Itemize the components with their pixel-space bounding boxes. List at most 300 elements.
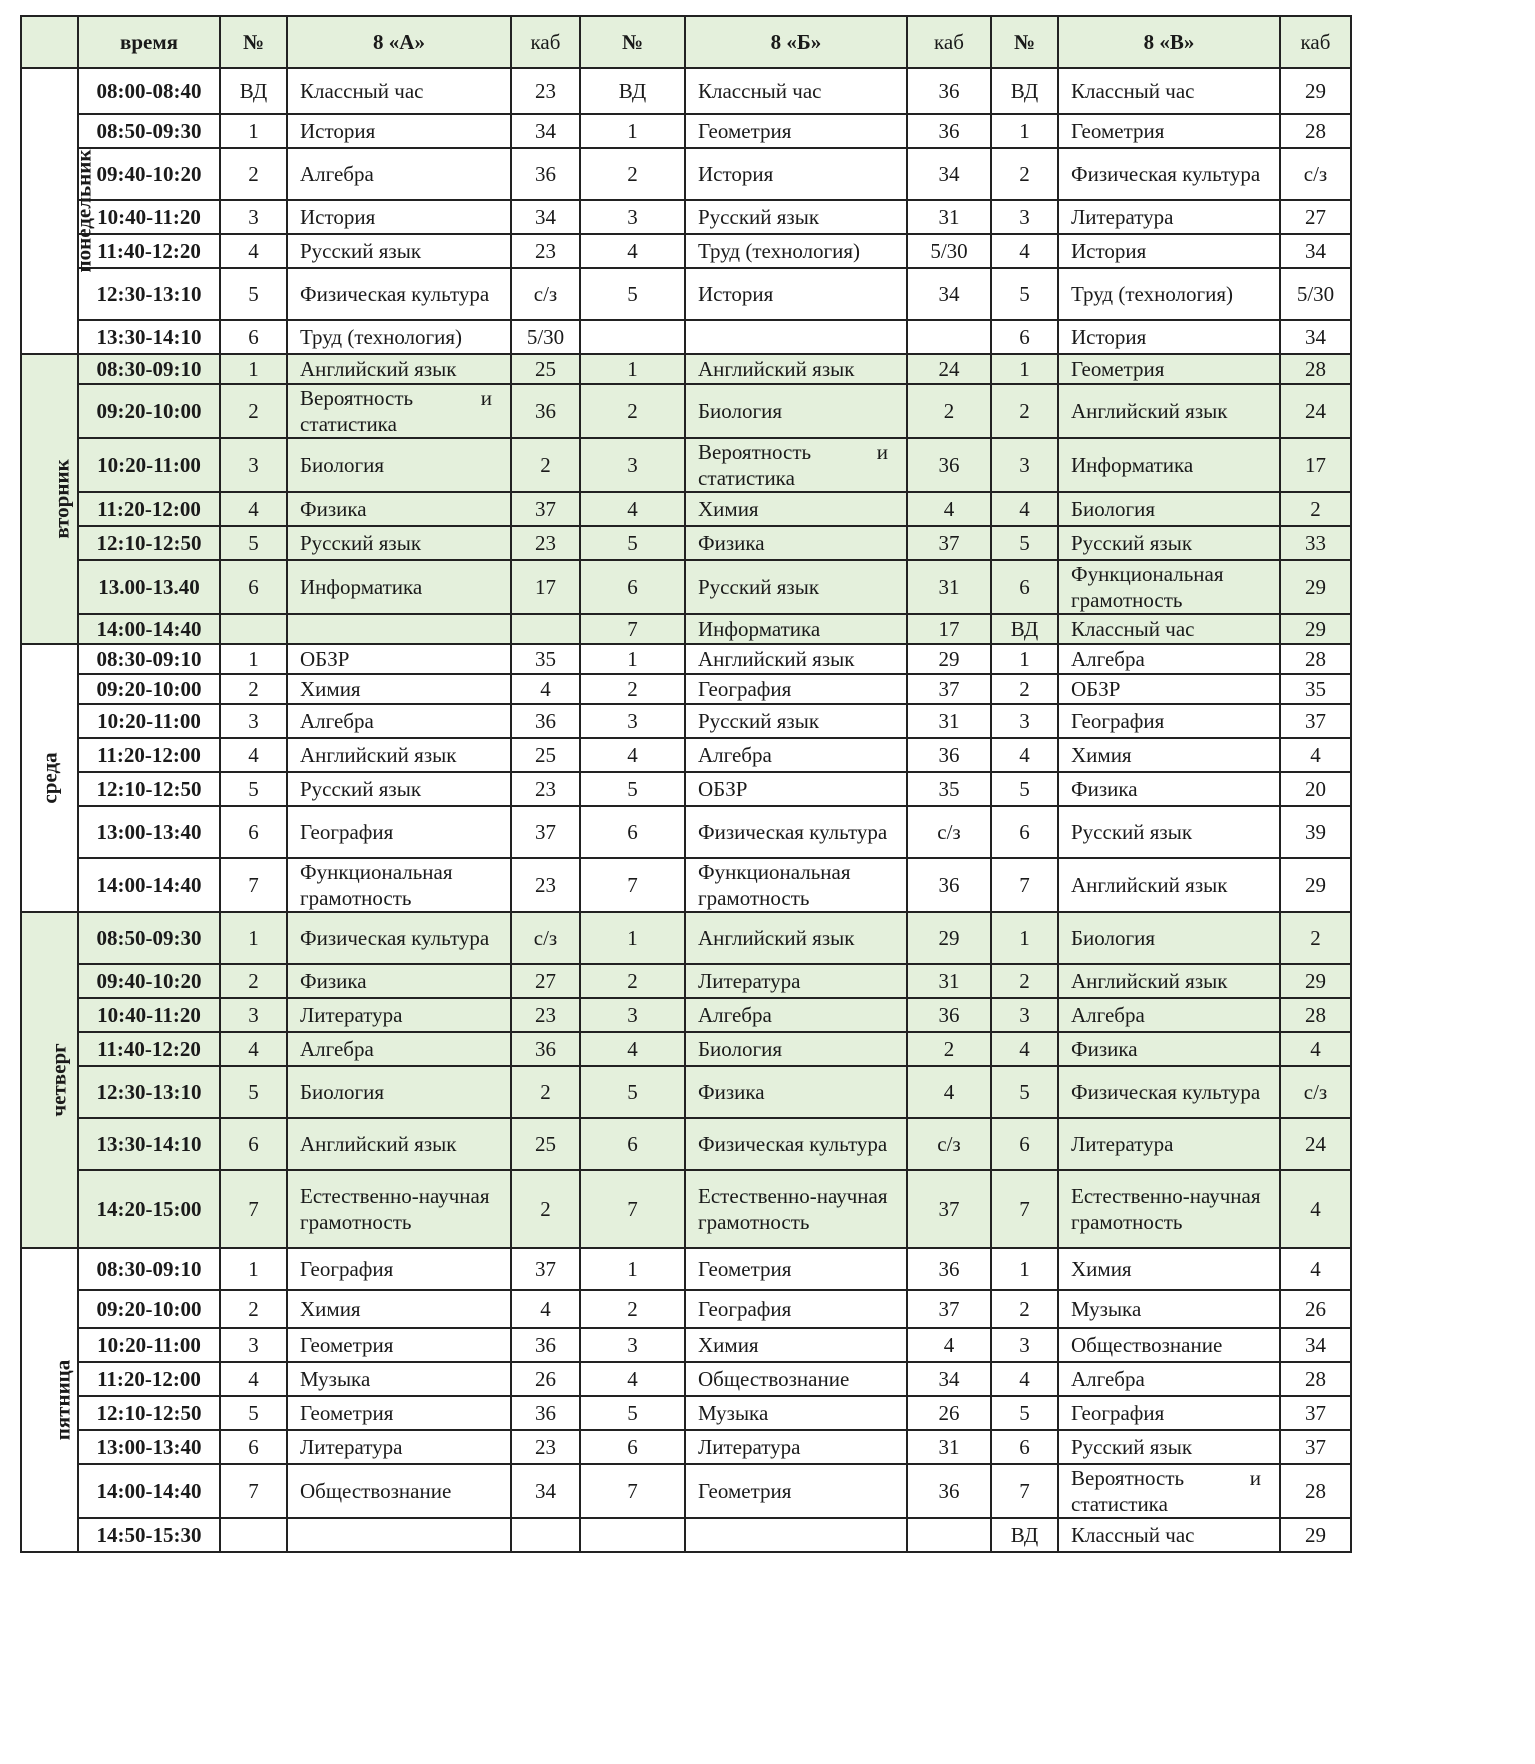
lesson-subject: Алгебра	[685, 738, 907, 772]
lesson-room: 27	[1280, 200, 1351, 234]
lesson-number	[580, 1518, 685, 1552]
table-row	[21, 1248, 1351, 1290]
lesson-number: 1	[991, 354, 1058, 384]
day-name: четверг	[46, 1043, 71, 1117]
lesson-room: 4	[1280, 738, 1351, 772]
lesson-room: 26	[1280, 1290, 1351, 1328]
lesson-subject: Информатика	[685, 614, 907, 644]
table-row	[21, 614, 1351, 644]
lesson-subject: Химия	[685, 1328, 907, 1362]
lesson-room: 34	[1280, 1328, 1351, 1362]
lesson-subject: Функциональная грамотность	[287, 858, 511, 912]
lesson-room: 29	[1280, 68, 1351, 114]
lesson-subject: Русский язык	[287, 526, 511, 560]
lesson-subject: История	[685, 148, 907, 200]
lesson-room: 28	[1280, 114, 1351, 148]
lesson-room: 23	[511, 998, 580, 1032]
table-row	[21, 438, 1351, 492]
lesson-time: 08:00-08:40	[78, 68, 220, 114]
lesson-number: 1	[580, 912, 685, 964]
lesson-room: 36	[907, 1464, 991, 1518]
lesson-subject: Английский язык	[685, 644, 907, 674]
lesson-subject: Алгебра	[685, 998, 907, 1032]
lesson-room: 36	[907, 858, 991, 912]
lesson-number: 4	[220, 1032, 287, 1066]
lesson-room: 34	[511, 200, 580, 234]
lesson-subject: Алгебра	[287, 148, 511, 200]
table-row	[21, 858, 1351, 912]
lesson-subject: Музыка	[287, 1362, 511, 1396]
lesson-time: 10:20-11:00	[78, 704, 220, 738]
lesson-room: 36	[907, 114, 991, 148]
lesson-time: 11:20-12:00	[78, 492, 220, 526]
table-row	[21, 1396, 1351, 1430]
lesson-number: ВД	[991, 1518, 1058, 1552]
lesson-room: с/з	[907, 1118, 991, 1170]
lesson-subject: Обществознание	[685, 1362, 907, 1396]
table-row	[21, 1328, 1351, 1362]
lesson-room: 2	[907, 384, 991, 438]
lesson-number: 2	[220, 674, 287, 704]
lesson-subject: Естественно-научная грамотность	[287, 1170, 511, 1248]
table-row	[21, 1032, 1351, 1066]
lesson-subject: Алгебра	[287, 1032, 511, 1066]
lesson-room: 36	[511, 1328, 580, 1362]
lesson-room: 31	[907, 560, 991, 614]
table-row	[21, 268, 1351, 320]
lesson-subject: Литература	[1058, 200, 1280, 234]
lesson-number: 3	[991, 200, 1058, 234]
table-row	[21, 1464, 1351, 1518]
lesson-number: 2	[991, 384, 1058, 438]
lesson-number: 1	[220, 644, 287, 674]
lesson-time: 12:10-12:50	[78, 526, 220, 560]
lesson-number: 6	[580, 1430, 685, 1464]
lesson-room: 28	[1280, 1464, 1351, 1518]
lesson-subject: География	[685, 1290, 907, 1328]
lesson-room: 37	[511, 492, 580, 526]
lesson-subject: Английский язык	[287, 738, 511, 772]
lesson-room: 17	[511, 560, 580, 614]
lesson-room: 24	[907, 354, 991, 384]
lesson-subject: Биология	[685, 1032, 907, 1066]
lesson-room: 31	[907, 1430, 991, 1464]
lesson-number: 3	[220, 438, 287, 492]
lesson-number: 6	[580, 806, 685, 858]
lesson-room: 33	[1280, 526, 1351, 560]
lesson-subject: Классный час	[287, 68, 511, 114]
table-row	[21, 644, 1351, 674]
lesson-room: 5/30	[511, 320, 580, 354]
lesson-subject: Алгебра	[287, 704, 511, 738]
lesson-subject: География	[1058, 704, 1280, 738]
table-row	[21, 234, 1351, 268]
lesson-time: 13.00-13.40	[78, 560, 220, 614]
lesson-subject: Физическая культура	[1058, 148, 1280, 200]
day-label	[21, 68, 96, 354]
lesson-number: 3	[991, 438, 1058, 492]
lesson-subject: Информатика	[1058, 438, 1280, 492]
lesson-room	[511, 1518, 580, 1552]
lesson-number: 3	[991, 998, 1058, 1032]
table-row	[21, 114, 1351, 148]
lesson-number: 2	[220, 384, 287, 438]
lesson-subject: История	[685, 268, 907, 320]
day-name: понедельник	[71, 149, 96, 273]
lesson-room: 34	[1280, 320, 1351, 354]
lesson-room: 31	[907, 704, 991, 738]
lesson-room: 23	[511, 234, 580, 268]
table-row	[21, 526, 1351, 560]
lesson-number: 5	[991, 526, 1058, 560]
lesson-room: 28	[1280, 998, 1351, 1032]
lesson-subject: Биология	[685, 384, 907, 438]
header-corner	[21, 16, 78, 68]
lesson-number: 1	[991, 1248, 1058, 1290]
lesson-time: 10:40-11:20	[78, 998, 220, 1032]
lesson-number: 1	[220, 1248, 287, 1290]
lesson-subject: ОБЗР	[1058, 674, 1280, 704]
lesson-subject: Биология	[1058, 492, 1280, 526]
lesson-time: 11:20-12:00	[78, 1362, 220, 1396]
table-row	[21, 1066, 1351, 1118]
lesson-time: 09:20-10:00	[78, 674, 220, 704]
lesson-number: 3	[580, 998, 685, 1032]
lesson-room: 29	[1280, 1518, 1351, 1552]
lesson-subject	[287, 1518, 511, 1552]
lesson-number: 7	[220, 1170, 287, 1248]
lesson-subject: Обществознание	[1058, 1328, 1280, 1362]
day-label	[21, 912, 78, 1248]
lesson-number: 3	[220, 998, 287, 1032]
lesson-subject: ОБЗР	[685, 772, 907, 806]
day-name: пятница	[50, 1359, 75, 1441]
lesson-number: 3	[220, 704, 287, 738]
lesson-number: 5	[991, 772, 1058, 806]
lesson-subject: География	[685, 674, 907, 704]
lesson-room: 25	[511, 354, 580, 384]
header-cab-a: каб	[511, 16, 580, 68]
lesson-room: 4	[1280, 1248, 1351, 1290]
lesson-subject	[685, 1518, 907, 1552]
lesson-subject: Классный час	[1058, 68, 1280, 114]
lesson-subject	[287, 614, 511, 644]
lesson-time: 11:40-12:20	[78, 234, 220, 268]
table-row	[21, 1170, 1351, 1248]
lesson-subject: Литература	[685, 1430, 907, 1464]
lesson-subject: Русский язык	[1058, 526, 1280, 560]
lesson-number: 4	[991, 738, 1058, 772]
lesson-subject: Геометрия	[1058, 354, 1280, 384]
lesson-subject: Информатика	[287, 560, 511, 614]
lesson-room: 34	[907, 1362, 991, 1396]
lesson-number: 2	[991, 148, 1058, 200]
lesson-room: 34	[907, 268, 991, 320]
lesson-subject: Физика	[287, 964, 511, 998]
lesson-subject: Алгебра	[1058, 644, 1280, 674]
table-row	[21, 1118, 1351, 1170]
header-row	[21, 16, 1351, 68]
lesson-room: 26	[907, 1396, 991, 1430]
lesson-number: 5	[220, 772, 287, 806]
lesson-number: ВД	[991, 68, 1058, 114]
lesson-subject: География	[1058, 1396, 1280, 1430]
header-num-a: №	[220, 16, 287, 68]
lesson-subject: ОБЗР	[287, 644, 511, 674]
lesson-subject: Геометрия	[287, 1328, 511, 1362]
lesson-subject: Геометрия	[685, 114, 907, 148]
lesson-room: 37	[1280, 1430, 1351, 1464]
lesson-room: 39	[1280, 806, 1351, 858]
lesson-number: 7	[220, 1464, 287, 1518]
lesson-room: 2	[511, 1066, 580, 1118]
lesson-subject: Английский язык	[287, 1118, 511, 1170]
lesson-number: ВД	[220, 68, 287, 114]
lesson-subject: Физика	[1058, 1032, 1280, 1066]
lesson-time: 08:50-09:30	[78, 912, 220, 964]
lesson-room: 35	[1280, 674, 1351, 704]
lesson-subject: Английский язык	[1058, 384, 1280, 438]
lesson-number: 4	[580, 1032, 685, 1066]
lesson-room: 2	[1280, 492, 1351, 526]
lesson-number: 3	[580, 438, 685, 492]
lesson-number: 7	[580, 858, 685, 912]
lesson-room: 23	[511, 858, 580, 912]
lesson-subject	[685, 320, 907, 354]
lesson-number: 1	[991, 912, 1058, 964]
lesson-room: 36	[907, 1248, 991, 1290]
lesson-subject: География	[287, 806, 511, 858]
day-label	[21, 1248, 78, 1552]
lesson-number: 1	[580, 1248, 685, 1290]
lesson-number: 4	[220, 1362, 287, 1396]
lesson-number: 7	[580, 1170, 685, 1248]
lesson-subject: История	[287, 114, 511, 148]
day-label	[21, 644, 78, 912]
lesson-number: 2	[220, 148, 287, 200]
lesson-number: 2	[991, 964, 1058, 998]
lesson-room: 27	[511, 964, 580, 998]
lesson-number: 5	[580, 1066, 685, 1118]
lesson-subject: Русский язык	[1058, 806, 1280, 858]
lesson-time: 11:20-12:00	[78, 738, 220, 772]
lesson-room: 26	[511, 1362, 580, 1396]
lesson-subject: Труд (технология)	[287, 320, 511, 354]
header-class-a: 8 «А»	[287, 16, 511, 68]
lesson-number: 5	[220, 526, 287, 560]
lesson-subject: Биология	[287, 1066, 511, 1118]
lesson-room: 25	[511, 1118, 580, 1170]
lesson-subject: Геометрия	[1058, 114, 1280, 148]
lesson-room	[907, 1518, 991, 1552]
lesson-number: 3	[220, 1328, 287, 1362]
table-row	[21, 68, 1351, 114]
lesson-subject: Биология	[1058, 912, 1280, 964]
lesson-room	[511, 614, 580, 644]
lesson-room: 34	[907, 148, 991, 200]
lesson-number: 7	[220, 858, 287, 912]
lesson-room: с/з	[907, 806, 991, 858]
lesson-subject: Физика	[287, 492, 511, 526]
lesson-number: 4	[580, 738, 685, 772]
lesson-subject: Классный час	[1058, 614, 1280, 644]
lesson-number: 1	[220, 912, 287, 964]
lesson-room: 37	[511, 806, 580, 858]
table-row	[21, 492, 1351, 526]
lesson-number: 6	[220, 1430, 287, 1464]
lesson-subject: Английский язык	[1058, 858, 1280, 912]
lesson-time: 13:00-13:40	[78, 1430, 220, 1464]
lesson-number: 3	[991, 704, 1058, 738]
lesson-subject: Геометрия	[685, 1248, 907, 1290]
lesson-subject: История	[1058, 320, 1280, 354]
lesson-number: 1	[220, 354, 287, 384]
table-row	[21, 1518, 1351, 1552]
lesson-time: 12:30-13:10	[78, 268, 220, 320]
lesson-number: 3	[580, 704, 685, 738]
lesson-time: 09:40-10:20	[78, 148, 220, 200]
lesson-number	[220, 1518, 287, 1552]
lesson-number: 2	[220, 1290, 287, 1328]
lesson-time: 09:20-10:00	[78, 1290, 220, 1328]
lesson-time: 08:30-09:10	[78, 1248, 220, 1290]
lesson-room: 4	[907, 1328, 991, 1362]
lesson-subject: Естественно-научная грамотность	[1058, 1170, 1280, 1248]
lesson-number	[580, 320, 685, 354]
table-row	[21, 384, 1351, 438]
lesson-room: 4	[1280, 1170, 1351, 1248]
lesson-subject: Труд (технология)	[1058, 268, 1280, 320]
lesson-room: 28	[1280, 644, 1351, 674]
lesson-time: 08:50-09:30	[78, 114, 220, 148]
table-row	[21, 1290, 1351, 1328]
table-row	[21, 806, 1351, 858]
lesson-time: 14:50-15:30	[78, 1518, 220, 1552]
lesson-room: 2	[1280, 912, 1351, 964]
lesson-number: 6	[580, 560, 685, 614]
lesson-room: 36	[511, 1396, 580, 1430]
lesson-room: 37	[1280, 1396, 1351, 1430]
lesson-subject: Русский язык	[287, 772, 511, 806]
lesson-room: 17	[1280, 438, 1351, 492]
table-row	[21, 998, 1351, 1032]
schedule-body	[21, 68, 1351, 1552]
lesson-number: 4	[991, 1362, 1058, 1396]
lesson-number: 2	[580, 674, 685, 704]
lesson-room: 36	[907, 68, 991, 114]
lesson-subject: Функциональная грамотность	[1058, 560, 1280, 614]
lesson-number: 6	[991, 806, 1058, 858]
lesson-room: 36	[907, 738, 991, 772]
lesson-subject: Классный час	[1058, 1518, 1280, 1552]
lesson-subject: Физическая культура	[685, 806, 907, 858]
lesson-number: 2	[580, 384, 685, 438]
lesson-number: 5	[220, 1066, 287, 1118]
lesson-number: 6	[991, 1430, 1058, 1464]
lesson-time: 14:20-15:00	[78, 1170, 220, 1248]
lesson-subject: Физическая культура	[1058, 1066, 1280, 1118]
lesson-number: 4	[580, 234, 685, 268]
lesson-room: 20	[1280, 772, 1351, 806]
lesson-subject: Биология	[287, 438, 511, 492]
lesson-subject: История	[1058, 234, 1280, 268]
lesson-room: 31	[907, 964, 991, 998]
lesson-time: 10:40-11:20	[78, 200, 220, 234]
lesson-subject: Вероятность и статистика	[287, 384, 511, 438]
lesson-room: 23	[511, 526, 580, 560]
lesson-number: 5	[991, 1066, 1058, 1118]
header-time: время	[78, 16, 220, 68]
lesson-number: 2	[991, 1290, 1058, 1328]
lesson-room: 36	[907, 998, 991, 1032]
day-label	[21, 354, 78, 644]
lesson-subject: Русский язык	[685, 560, 907, 614]
lesson-number: 5	[580, 526, 685, 560]
lesson-subject: Физическая культура	[685, 1118, 907, 1170]
lesson-subject: История	[287, 200, 511, 234]
table-row	[21, 560, 1351, 614]
lesson-room: 37	[907, 1290, 991, 1328]
table-row	[21, 772, 1351, 806]
lesson-number: ВД	[991, 614, 1058, 644]
header-num-v: №	[991, 16, 1058, 68]
lesson-number: 1	[991, 644, 1058, 674]
lesson-room: 37	[511, 1248, 580, 1290]
lesson-room: с/з	[1280, 148, 1351, 200]
lesson-room: 29	[1280, 858, 1351, 912]
lesson-room: 37	[907, 526, 991, 560]
lesson-room: 17	[907, 614, 991, 644]
table-row	[21, 1430, 1351, 1464]
lesson-room: 4	[511, 674, 580, 704]
lesson-number: 7	[991, 1464, 1058, 1518]
lesson-room: 2	[511, 1170, 580, 1248]
lesson-number: 7	[580, 1464, 685, 1518]
lesson-time: 10:20-11:00	[78, 1328, 220, 1362]
lesson-time: 12:10-12:50	[78, 1396, 220, 1430]
lesson-subject: Физика	[685, 1066, 907, 1118]
lesson-time: 14:00-14:40	[78, 1464, 220, 1518]
lesson-subject: Физика	[1058, 772, 1280, 806]
lesson-room: 29	[907, 912, 991, 964]
lesson-number: 4	[991, 492, 1058, 526]
lesson-subject: Музыка	[685, 1396, 907, 1430]
lesson-room: 4	[907, 492, 991, 526]
lesson-number: 6	[991, 320, 1058, 354]
table-row	[21, 320, 1351, 354]
lesson-number: 1	[580, 354, 685, 384]
lesson-number: 5	[220, 268, 287, 320]
lesson-subject: Физика	[685, 526, 907, 560]
lesson-room: 4	[907, 1066, 991, 1118]
table-row	[21, 964, 1351, 998]
lesson-number: 1	[220, 114, 287, 148]
lesson-room: 36	[511, 1032, 580, 1066]
lesson-number: 2	[220, 964, 287, 998]
day-name: среда	[37, 752, 62, 804]
lesson-room: 37	[907, 1170, 991, 1248]
header-num-b: №	[580, 16, 685, 68]
lesson-number: 1	[580, 114, 685, 148]
lesson-room: 36	[511, 704, 580, 738]
lesson-room: 4	[511, 1290, 580, 1328]
lesson-subject: Английский язык	[287, 354, 511, 384]
lesson-room: с/з	[511, 268, 580, 320]
lesson-number: 7	[991, 858, 1058, 912]
lesson-room: 36	[907, 438, 991, 492]
lesson-number: 1	[580, 644, 685, 674]
lesson-room: 5/30	[1280, 268, 1351, 320]
